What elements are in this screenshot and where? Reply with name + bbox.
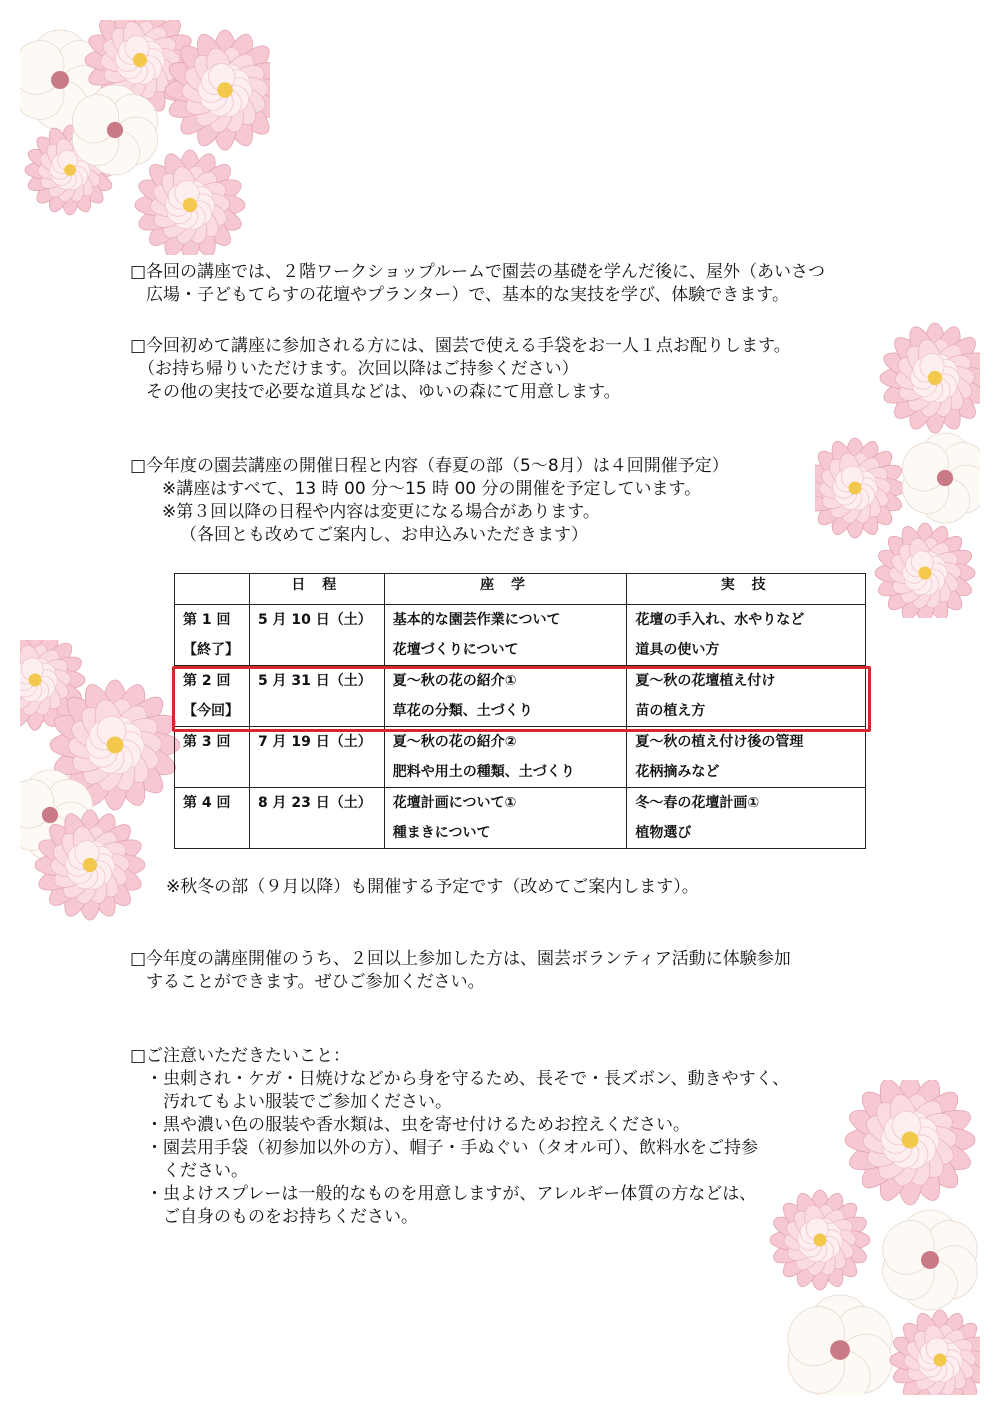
- caution-item: [130, 1068, 789, 1114]
- lecture-line: 花壇づくりについて: [392, 642, 519, 658]
- header-cell: 実 技: [627, 574, 866, 605]
- status-tag: [183, 818, 241, 848]
- practice-line: 道具の使い方: [635, 642, 720, 658]
- dahlia-flower: [35, 810, 145, 920]
- session-number: 第 1 回: [183, 612, 231, 628]
- lecture-cell: [384, 788, 627, 849]
- text-line: 広場・子どもてらすの花壇やプランター）で、基本的な実技を学び、体験できます。: [146, 285, 789, 305]
- dahlia-flower: [135, 150, 245, 255]
- lecture-cell: [384, 727, 627, 788]
- practice-line: 夏～秋の花壇植え付け: [635, 673, 776, 689]
- session-date: 7 月 19 日（土）: [257, 734, 372, 750]
- schedule-table: [174, 573, 866, 849]
- text-line: ・虫刺され・ケガ・日焼けなどから身を守るため、長そで・長ズボン、動きやすく、: [146, 1069, 790, 1089]
- white-flower: [894, 433, 980, 523]
- table-row: [175, 666, 866, 727]
- autumn-note: [166, 876, 699, 899]
- text-line: （各回とも改めてご案内し、お申込みいただきます）: [180, 525, 588, 545]
- caution-item: [130, 1114, 789, 1137]
- date-cell: [249, 727, 384, 788]
- date-cell: [249, 666, 384, 727]
- practice-line: 花壇の手入れ、水やりなど: [635, 612, 805, 628]
- session-cell: [175, 666, 250, 727]
- table-row: [175, 727, 866, 788]
- practice-cell: [627, 666, 866, 727]
- dahlia-flower: [890, 1310, 980, 1395]
- volunteer-paragraph: [130, 948, 791, 994]
- lecture-line: 種まきについて: [392, 825, 491, 841]
- session-number: 第 2 回: [183, 673, 231, 689]
- status-tag: [183, 757, 241, 787]
- intro-paragraph-2: [130, 335, 791, 404]
- session-date: 5 月 31 日（土）: [257, 673, 372, 689]
- text-line: ・黒や濃い色の服装や香水類は、虫を寄せ付けるためお控えください。: [146, 1115, 690, 1135]
- practice-line: 苗の植え方: [635, 703, 706, 719]
- text-line: （お持ち帰りいただけます。次回以降はご持参ください）: [138, 359, 579, 379]
- session-cell: [175, 727, 250, 788]
- lecture-line: 花壇計画について①: [392, 795, 517, 811]
- cautions-title: □ご注意いただきたいこと：: [130, 1046, 351, 1066]
- lecture-line: 肥料や用土の種類、土づくり: [392, 764, 575, 780]
- text-line: その他の実技で必要な道具などは、ゆいの森にて用意します。: [146, 382, 621, 402]
- text-line: ・虫よけスプレーは一般的なものを用意しますが、アレルギー体質の方などは、: [146, 1184, 757, 1204]
- lecture-line: 基本的な園芸作業について: [392, 612, 561, 628]
- cautions-section: [130, 1045, 789, 1229]
- practice-line: 花柄摘みなど: [635, 764, 720, 780]
- status-tag: 【終了】: [183, 642, 239, 658]
- text-line: ※第３回以降の日程や内容は変更になる場合があります。: [162, 502, 600, 522]
- practice-cell: [627, 727, 866, 788]
- text-line: ください。: [163, 1161, 248, 1181]
- session-number: 第 3 回: [183, 734, 231, 750]
- text-line: ※秋冬の部（９月以降）も開催する予定です（改めてご案内します）。: [166, 877, 699, 897]
- white-flower: [777, 1295, 903, 1395]
- text-line: することができます。ぜひご参加ください。: [146, 972, 485, 992]
- session-number: 第 4 回: [183, 795, 231, 811]
- session-cell: [175, 605, 250, 666]
- header-cell: 日 程: [249, 574, 384, 605]
- lecture-line: 草花の分類、土づくり: [392, 703, 533, 719]
- dahlia-flower: [845, 1080, 975, 1205]
- intro-paragraph-1: [130, 261, 825, 307]
- lecture-cell: [384, 605, 627, 666]
- lecture-cell: [384, 666, 627, 727]
- text-line: ※講座はすべて、13 時 00 分～15 時 00 分の開催を予定しています。: [162, 479, 702, 499]
- status-tag: 【今回】: [183, 703, 239, 719]
- table-row: [175, 605, 866, 666]
- practice-cell: [627, 605, 866, 666]
- text-line: ・園芸用手袋（初参加以外の方）、帽子・手ぬぐい（タオル可）、飲料水をご持参: [146, 1138, 758, 1158]
- header-cell: 座 学: [384, 574, 627, 605]
- dahlia-flower: [880, 323, 980, 433]
- text-line: □今回初めて講座に参加される方には、園芸で使える手袋をお一人１点お配りします。: [130, 336, 791, 356]
- session-cell: [175, 788, 250, 849]
- flower-decoration-left: [20, 640, 180, 925]
- practice-cell: [627, 788, 866, 849]
- practice-line: 植物選び: [635, 825, 692, 841]
- practice-line: 夏～秋の植え付け後の管理: [635, 734, 804, 750]
- text-line: □各回の講座では、２階ワークショップルームで園芸の基礎を学んだ後に、屋外（あいさつ: [130, 262, 826, 282]
- lecture-line: 夏～秋の花の紹介②: [392, 734, 517, 750]
- session-date: 5 月 10 日（土）: [257, 612, 372, 628]
- text-line: 汚れてもよい服装でご参加ください。: [163, 1092, 452, 1112]
- caution-item: [130, 1137, 789, 1183]
- text-line: □今年度の講座開催のうち、２回以上参加した方は、園芸ボランティア活動に体験参加: [130, 949, 791, 969]
- flower-decoration-bottom-right: [760, 1080, 980, 1395]
- dahlia-flower: [815, 438, 905, 538]
- text-line: ご自身のものをお持ちください。: [163, 1207, 418, 1227]
- schedule-intro: [130, 455, 729, 547]
- lecture-line: 夏～秋の花の紹介①: [392, 673, 517, 689]
- table-header-row: [175, 574, 866, 605]
- date-cell: [249, 605, 384, 666]
- text-line: □今年度の園芸講座の開催日程と内容（春夏の部（5～8月）は４回開催予定）: [130, 456, 729, 476]
- date-cell: [249, 788, 384, 849]
- caution-item: [130, 1183, 789, 1229]
- session-date: 8 月 23 日（土）: [257, 795, 372, 811]
- practice-line: 冬～春の花壇計画①: [635, 795, 760, 811]
- dahlia-flower: [875, 523, 975, 618]
- header-cell: [175, 574, 250, 605]
- table-row: [175, 788, 866, 849]
- flower-decoration-top-left: [20, 20, 270, 255]
- white-flower: [873, 1210, 980, 1310]
